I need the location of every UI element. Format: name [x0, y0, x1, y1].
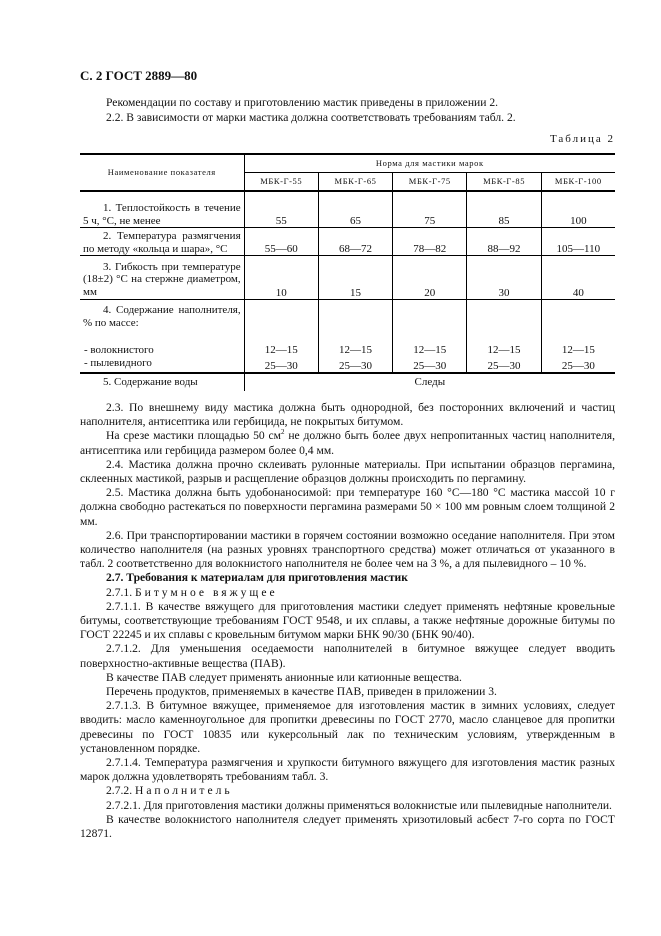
- text: На срезе мастики площадью 50 см: [106, 429, 282, 443]
- cell: 25—30: [318, 357, 392, 374]
- column-header-brand: МБК-Г-75: [393, 173, 467, 192]
- row-name: 4. Содержание наполнителя, % по массе:: [80, 300, 244, 345]
- column-header-brand: МБК-Г-100: [541, 173, 615, 192]
- cell: 105—110: [556, 242, 601, 255]
- intro: [80, 96, 615, 125]
- paragraph: 2.7.2.1. Для приготовления мастики должны применяться волокнистые или пылевидные наполнители.: [106, 798, 612, 812]
- text: Битумное вяжущее: [135, 585, 278, 599]
- paragraph: 2.7.1.1. В качестве вяжущего для приготовления мастики следует применять нефтяные кровельные битумы, соответствующие требованиям ГОСТ 9548, и их сплавы, а также нефтяные дорожные битумы по ГОСТ 22245 и их сплавы с кровельным битумом марки БНК 90/30 (БНК 90/40).: [80, 599, 615, 642]
- superscript: 2: [281, 428, 285, 437]
- cell: 68—72: [318, 228, 392, 256]
- table-row: [80, 300, 615, 345]
- paragraph: Рекомендации по составу и приготовлению мастик приведены в приложении 2.: [106, 96, 499, 109]
- cell: 10: [244, 256, 318, 300]
- row-name: 5. Содержание воды: [80, 373, 244, 391]
- page-header: С. 2 ГОСТ 2889—80: [80, 68, 198, 83]
- subsection-heading: [80, 784, 615, 798]
- table-row: [80, 256, 615, 300]
- cell: 25—30: [561, 359, 595, 372]
- row-name: 1. Теплостойкость в течение 5 ч, °С, не менее: [80, 191, 244, 228]
- cell: 85: [467, 191, 541, 228]
- cell: 12—15: [393, 344, 467, 357]
- column-header-brand: МБК-Г-85: [467, 173, 541, 192]
- row-name: - волокнистого: [80, 344, 244, 357]
- table-row: [80, 373, 615, 391]
- row-name: 2. Температура размягчения по методу «кольца и шара», °С: [80, 228, 244, 256]
- paragraph: Перечень продуктов, применяемых в качестве ПАВ, приведен в приложении 3.: [106, 685, 497, 699]
- cell: 25—30: [467, 357, 541, 374]
- table-2: [80, 153, 615, 391]
- table-subrow: [80, 357, 615, 374]
- body-text: [80, 401, 615, 861]
- paragraph: 2.7.1.4. Температура размягчения и хрупкости битумного вяжущего для изготовления мастик разных марок должна удовлетворять требованиям табл. 3.: [80, 756, 615, 784]
- subsection-heading: [80, 586, 615, 600]
- number: 2.7.1.: [106, 585, 133, 599]
- cell: 55—60: [244, 228, 318, 256]
- column-group-header: Норма для мастики марок: [244, 154, 615, 173]
- text: Наполнитель: [135, 784, 233, 798]
- cell: 55: [244, 191, 318, 228]
- paragraph: 2.2. В зависимости от марки мастика должна соответствовать требованиям табл. 2.: [106, 110, 516, 124]
- paragraph: 2.5. Мастика должна быть удобонаносимой: при температуре 160 °С—180 °С мастика массой 10 г должна свободно растекаться по поверхности пергамина размерами 50 × 100 мм ровным слоем толщиной 2 мм.: [80, 486, 615, 528]
- cell: 25—30: [393, 357, 467, 374]
- cell: 75: [393, 191, 467, 228]
- number: 2.7.2.: [106, 784, 133, 798]
- page: [80, 0, 615, 861]
- table-header-row: [80, 154, 615, 173]
- column-header-brand: МБК-Г-65: [318, 173, 392, 192]
- row-name: 3. Гибкость при температуре (18±2) °С на стержне диаметром, мм: [80, 256, 244, 300]
- paragraph: 2.3. По внешнему виду мастика должна быть однородной, без посторонних включений и частиц наполнителя, антисептика или гербицида, не покрытых битумом.: [80, 401, 615, 429]
- cell: 30: [467, 256, 541, 300]
- cell: 78—82: [393, 228, 467, 256]
- paragraph: В качестве волокнистого наполнителя следует применять хризотиловый асбест 7-го сорта по ГОСТ 12871.: [80, 812, 615, 841]
- cell: 40: [572, 286, 584, 299]
- column-header-name: Наименование показателя: [80, 154, 244, 191]
- cell: 12—15: [467, 344, 541, 357]
- cell: 65: [318, 191, 392, 228]
- cell: 88—92: [467, 228, 541, 256]
- paragraph: 2.7.1.3. В битумное вяжущее, применяемое для изготовления мастик в зимних условиях, следует вводить: масло каменноугольное для пропитки древесины по ГОСТ 2770, масло сланцевое для пропитки древесины по ГОСТ 10835 или кукерсольный лак по техническим условиям, утвержденным в установленном порядке.: [80, 699, 615, 755]
- cell: 100: [570, 214, 587, 227]
- cell: 12—15: [318, 344, 392, 357]
- column-header-brand: МБК-Г-55: [244, 173, 318, 192]
- table-row: [80, 191, 615, 228]
- cell: 25—30: [244, 357, 318, 374]
- row-name: - пылевидного: [80, 357, 244, 374]
- table-caption: Таблица 2: [549, 133, 615, 145]
- paragraph: 2.7.1.2. Для уменьшения оседаемости наполнителей в битумное вяжущее следует вводить поверхностно-активные вещества (ПАВ).: [80, 642, 615, 670]
- paragraph: В качестве ПАВ следует применять анионные или катионные вещества.: [106, 670, 462, 684]
- cell: 12—15: [244, 344, 318, 357]
- table-row: [80, 228, 615, 256]
- text: не должно быть более двух непропитанных частиц наполнителя, антисептика или гербицида размером более 0,4 мм.: [80, 429, 615, 457]
- paragraph: 2.6. При транспортировании мастики в горячем состоянии возможно оседание наполнителя. При этом количество наполнителя (на разных уровнях транспортного средства) может отличаться от указанного в табл. 2 соответственно для волокнистого наполнителя не более чем на 3 %, а для пылевидного – 10 %.: [80, 528, 615, 571]
- table-subrow: [80, 344, 615, 357]
- paragraph: 2.4. Мастика должна прочно склеивать рулонные материалы. При испытании образцов пергамина, склеенных мастикой, разрыв и расщепление образцов должны происходить по пергамину.: [80, 457, 615, 486]
- cell: Следы: [414, 376, 446, 389]
- paragraph: [80, 429, 615, 457]
- section-heading: 2.7. Требования к материалам для приготовления мастик: [106, 571, 408, 585]
- cell: 12—15: [561, 344, 595, 356]
- cell: 15: [318, 256, 392, 300]
- cell: 20: [393, 256, 467, 300]
